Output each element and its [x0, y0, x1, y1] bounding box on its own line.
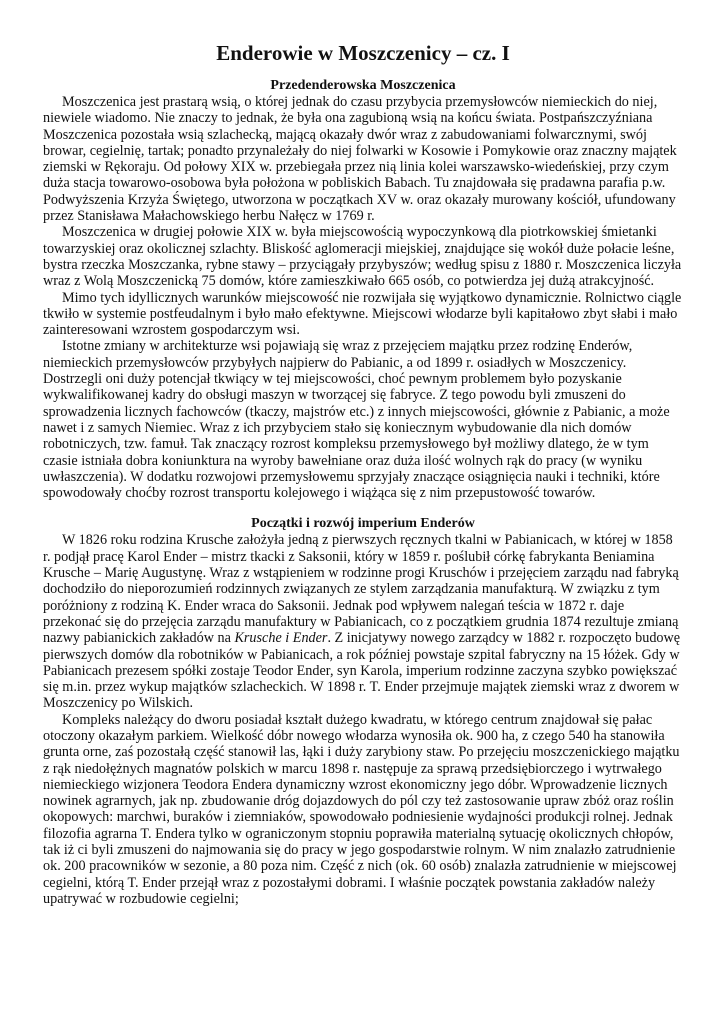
paragraph: Mimo tych idyllicznych warunków miejscowość nie rozwijała się wyjątkowo dynamicznie. Rolnictwo ciągle tkwiło w systemie postfeudalnym i było mało efektywne. Miejscowi włodarze byli kapitałowo zbyt słabi i mało zainteresowani wzrostem gospodarczym wsi.	[43, 289, 682, 339]
section-heading-ender-empire: Początki i rozwój imperium Enderów	[251, 516, 475, 532]
paragraph: Kompleks należący do dworu posiadał kształt dużego kwadratu, w którego centrum znajdował się pałac otoczony okazałym parkiem. Wielkość dóbr nowego włodarza wynosiła ok. 900 ha, z czego 540 ha stanowiła grunta orne, zaś pozostałą część stanowił las, łąki i duży zarybiony staw. Po przejęciu moszczenickiego majątku z rąk niedołężnych magnatów polskich w marcu 1898 r. następuje za sprawą przedsiębiorczego i wytrwałego niemieckiego wizjonera Teodora Endera dynamiczny wzrost ekonomiczny jego dóbr. Wprowadzenie licznych nowinek agrarnych, jak np. zbudowanie dróg dojazdowych do pól czy też zastosowanie upraw zbóż oraz roślin okopowych: marchwi, buraków i ziemniaków, spowodowało podniesienie wydajności produkcji rolnej. Jednak filozofia agrarna T. Endera tylko w ograniczonym stopniu poprawiła materialną sytuację okolicznych chłopów, tak iż ci byli zmuszeni do najmowania się do pracy w jego gospodarstwie rolnym. W nim znalazło zatrudnienie ok. 200 pracowników w sezonie, a 80 poza nim. Część z nich (ok. 60 osób) znalazła zatrudnienie w miejscowej cegielni, którą T. Ender przejął wraz z pozostałymi dobrami. I właśnie początek powstania zakładów należy upatrywać w rozbudowie cegielni;	[43, 711, 680, 907]
document-page	[43, 40, 683, 907]
page-title: Enderowie w Moszczenicy – cz. I	[216, 41, 510, 65]
paragraph: Moszczenica w drugiej połowie XIX w. była miejscowością wypoczynkową dla piotrkowskiej śmietanki towarzyskiej oraz okolicznej szlachty. Bliskość aglomeracji miejskiej, znajdujące się wokół duże połacie leśne, bystra rzeczka Moszczanka, rybne stawy – przyciągały przybyszów; według spisu z 1880 r. Moszczenica liczyła wraz z Wolą Moszczenicką 75 domów, które zamieszkiwało 665 osób, co potwierdza jej dużą atrakcyjność.	[43, 224, 682, 290]
company-name-italic: Krusche i Ender	[234, 630, 328, 647]
paragraph-text: W 1826 roku rodzina Krusche założyła jedną z pierwszych ręcznych tkalni w Pabianicach, w której w 1858 r. podjął pracę Karol Ender – mistrz tkacki z Saksonii, który w 1859 r. poślubił córkę fabrykanta Beniamina Krusche – Marię Augustynę. Wraz z wstąpieniem w rodzinne progi Kruschów i przejęciem zarządu nad fabryką dochodziło do nieporozumień rodzinnych związanych ze stylem zarządzania manufakturą. W związku z tym poróżniony z rodziną K. Ender wraca do Saksonii. Jednak pod wpływem nalegań teścia w 1872 r. daje przekonać się do przejęcia zarządu manufaktury w Pabianicach, co z początkiem grudnia 1874 rezultuje zmianą nazwy pabianickich zakładów na	[43, 532, 679, 647]
paragraph: Moszczenica jest prastarą wsią, o której jednak do czasu przybycia przemysłowców niemieckich do niej, niewiele wiadomo. Nie znaczy to jednak, że była ona zagubioną wsią na końcu świata. Postpańszczyźniana Moszczenica pozostała wsią szlachecką, mającą okazały dwór wraz z zabudowaniami folwarcznymi, swój browar, cegielnię, tartak; ponadto przynależały do niej folwarki w Kosowie i Pomykowie oraz znaczny majątek ziemski w Rękoraju. Od połowy XIX w. przebiegała przez nią linia kolei warszawsko-wiedeńskiej, przy czym duża stacja towarowo-osobowa była położona w pobliskich Babach. Tu znajdowała się pradawna parafia p.w. Podwyższenia Krzyża Świętego, utworzona w początkach XV w. oraz okazały murowany kościół, ufundowany przez Stanisława Małachowskiego herbu Nałęcz w 1769 r.	[43, 94, 677, 225]
section-heading-pre-ender: Przedenderowska Moszczenica	[270, 78, 456, 93]
paragraph: Istotne zmiany w architekturze wsi pojawiają się wraz z przejęciem majątku przez rodzinę Enderów, niemieckich przemysłowców przybyłych najpierw do Pabianic, a od 1899 r. osiadłych w Moszczenicy. Dostrzegli oni duży potencjał tkwiący w tej miejscowości, choć pewnym problemem było pozyskanie wykwalifikowanej kadry do obsługi maszyn w tworzącej się fabryce. Z tego powodu byli zmuszeni do sprowadzenia licznych fachowców (tkaczy, majstrów etc.) z innych miejscowości, głównie z Pabianic, a może nawet i z samych Niemiec. Wraz z ich przybyciem stało się koniecznym wybudowanie dla nich domów robotniczych, tzw. famuł. Tak znaczący rozrost kompleksu przemysłowego był możliwy dlatego, że w tym czasie istniała dobra koniunktura na wyroby bawełniane oraz duża ilość wolnych rąk do pracy (w wyniku uwłaszczenia). W dodatku rozwojowi przemysłowemu sprzyjały znaczące osiągnięcia nauki i techniki, które spowodowały choćby rozrost transportu kolejowego i wiążąca się z nim przepustowość towarów.	[43, 338, 670, 502]
section-spacer	[43, 501, 683, 516]
paragraph	[43, 532, 683, 711]
paragraph-text: . Z inicjatywy nowego zarządcy w 1882 r. rozpoczęto budowę pierwszych domów dla robotników w Pabianicach, a rok później powstaje szpital fabryczny na 15 łóżek. Gdy w Pabianicach prezesem spółki zostaje Teodor Ender, syn Karola, imperium rodzinne zaczyna szybko powiększać się m.in. przez wykup majątków szlacheckich. W 1898 r. T. Ender przejmuje majątek ziemski wraz z dworem w Moszczenicy po Wilskich.	[43, 630, 681, 712]
